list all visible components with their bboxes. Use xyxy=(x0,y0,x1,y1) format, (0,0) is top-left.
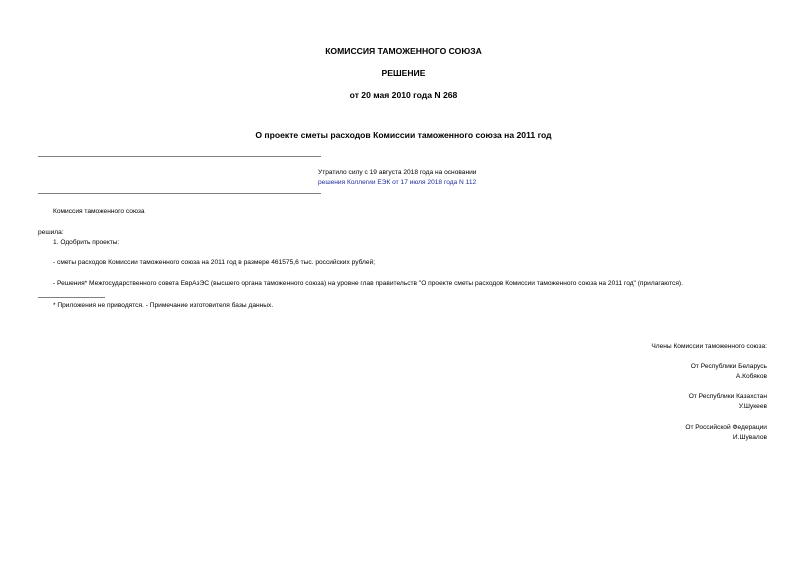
doc-type-heading: РЕШЕНИЕ xyxy=(381,68,426,78)
status-divider-bottom xyxy=(38,193,321,194)
member-country: От Республики Беларусь xyxy=(690,363,767,370)
status-text: Утратило силу с 19 августа 2018 года на основании xyxy=(318,169,477,176)
intro-text: Комиссия таможенного союза xyxy=(53,208,145,215)
status-divider-top xyxy=(38,156,321,157)
footnote-divider xyxy=(38,297,105,298)
member-name: И.Шувалов xyxy=(732,434,767,441)
date-number-heading: от 20 мая 2010 года N 268 xyxy=(349,90,458,100)
member-country: От Российской Федерации xyxy=(685,424,767,431)
member-country: От Республики Казахстан xyxy=(688,393,767,400)
item-1: 1. Одобрить проекты: xyxy=(53,239,120,246)
footnote-text: * Приложения не приводятся. - Примечание изготовителя базы данных. xyxy=(53,302,274,309)
member-name: У.Шукеев xyxy=(738,403,767,410)
org-heading: КОМИССИЯ ТАМОЖЕННОГО СОЮЗА xyxy=(325,46,482,56)
item-estimate: - сметы расходов Комиссии таможенного союза на 2011 год в размере 461575,6 тыс. российских рублей; xyxy=(53,259,376,266)
document-title: О проекте сметы расходов Комиссии таможенного союза на 2011 год xyxy=(255,130,552,140)
signatures-heading: Члены Комиссии таможенного союза: xyxy=(651,343,767,350)
item-decision: - Решения* Межгосударственного совета ЕврАзЭС (высшего органа таможенного союза) на уровне глав правительств "О проекте сметы расходов Комиссии таможенного союза на 2011 год" (прилагаются). xyxy=(53,280,683,287)
decided-text: решила: xyxy=(38,229,64,236)
member-name: А.Кобяков xyxy=(735,373,767,380)
status-link[interactable]: решения Коллегии ЕЭК от 17 июля 2018 года N 112 xyxy=(318,179,477,186)
